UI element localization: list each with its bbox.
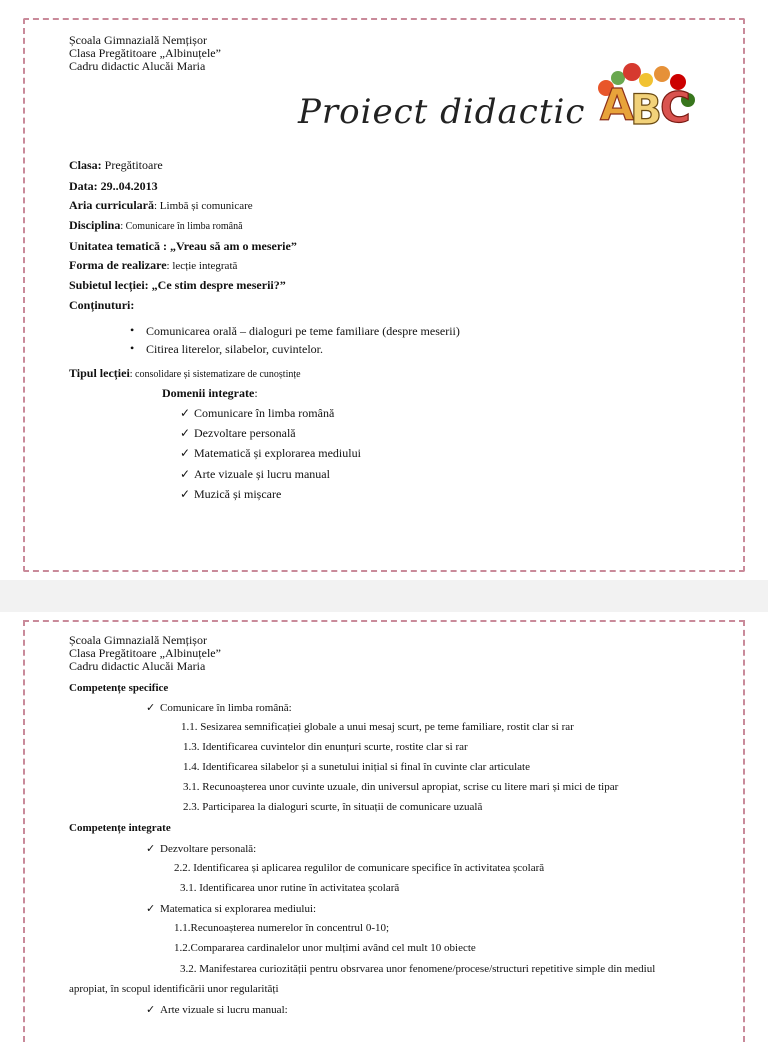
domeniu-item: ✓ Arte vizuale și lucru manual (180, 467, 330, 481)
list-item: 1.1. Sesizarea semnificației globale a unui mesaj scurt, pe teme familiare, rostit clar si rar (181, 721, 574, 733)
check-icon: ✓ (180, 467, 191, 481)
domeniu-item: ✓ Dezvoltare personală (180, 426, 296, 440)
school-name: Școala Gimnazială Nemțișor (69, 33, 207, 47)
field-clasa: Clasa: Pregătitoare (69, 158, 163, 172)
domenii-integrate-heading: Domenii integrate: (162, 386, 258, 400)
svg-text:A: A (600, 80, 635, 130)
list-item: 2.3. Participarea la dialoguri scurte, în situații de comunicare uzuală (183, 801, 483, 813)
domeniu-item: ✓ Muzică și mișcare (180, 487, 282, 501)
list-item: 2.2. Identificarea și aplicarea regulilor de comunicare specifice în activitatea școlară (174, 862, 545, 874)
arte-group: ✓ Arte vizuale si lucru manual: (146, 1004, 288, 1016)
field-forma-realizare: Forma de realizare: lecție integrată (69, 258, 238, 272)
competente-specifice-heading: Competențe specifice (69, 682, 169, 694)
list-item: 1.2.Compararea cardinalelor unor mulțimi având cel mult 10 obiecte (174, 942, 476, 954)
teacher-name: Cadru didactic Alucăi Maria (69, 59, 206, 73)
domeniu-item: ✓ Matematică și explorarea mediului (180, 446, 361, 460)
abc-letters-icon (592, 58, 700, 130)
list-item: 1.1.Recunoașterea numerelor în concentrul 0-10; (174, 922, 390, 934)
list-item: 3.2. Manifestarea curiozității pentru obsrvarea unor fenomene/procese/structuri repetitive simple din mediul (180, 963, 656, 975)
continuturi-list (130, 324, 460, 360)
document-page-2 (0, 612, 768, 1024)
dp-group: ✓ Dezvoltare personală: (146, 843, 257, 855)
check-icon: ✓ (146, 843, 156, 855)
field-continuturi: Conținuturi: (69, 298, 135, 312)
list-item: 1.4. Identificarea silabelor și a sunetului inițial si final în cuvinte clar articulate (183, 761, 530, 773)
field-aria-curriculara: Aria curriculară: Limbă și comunicare (69, 198, 253, 212)
mat-group: ✓ Matematica si explorarea mediului: (146, 903, 317, 915)
school-name: Școala Gimnazială Nemțișor (69, 633, 207, 647)
check-icon: ✓ (180, 446, 191, 460)
class-name: Clasa Pregătitoare „Albinuțele” (69, 46, 221, 60)
domeniu-item: ✓ Comunicare în limba română (180, 406, 335, 420)
tipul-lectiei: Tipul lecției: consolidare și sistematizare de cunoștințe (69, 366, 301, 380)
list-item: 3.1. Recunoașterea unor cuvinte uzuale, din universul apropiat, scrise cu litere mari și mici de tipar (183, 781, 619, 793)
check-icon: ✓ (146, 903, 156, 915)
list-item-continuation: apropiat, în scopul identificării unor regularități (69, 983, 279, 995)
field-subiectul-lectiei: Subietul lecției: „Ce stim despre meserii?” (69, 278, 286, 292)
check-icon: ✓ (180, 487, 191, 501)
check-icon: ✓ (180, 406, 191, 420)
svg-text:C: C (660, 83, 691, 130)
competente-integrate-heading: Competențe integrate (69, 822, 171, 834)
class-name: Clasa Pregătitoare „Albinuțele” (69, 646, 221, 660)
check-icon: ✓ (146, 1004, 156, 1016)
list-item: 1.3. Identificarea cuvintelor din enunțuri scurte, rostite clar si rar (183, 741, 468, 753)
teacher-name: Cadru didactic Alucăi Maria (69, 659, 206, 673)
field-disciplina: Disciplina: Comunicare în limba română (69, 218, 243, 232)
list-item: • Citirea literelor, silabelor, cuvintelor. (130, 342, 460, 360)
check-icon: ✓ (146, 702, 156, 714)
svg-text:B: B (630, 85, 663, 130)
list-item: • Comunicarea orală – dialoguri pe teme familiare (despre meserii) (130, 324, 460, 342)
list-item: 3.1. Identificarea unor rutine în activitatea școlară (180, 882, 400, 894)
field-unitatea-tematica: Unitatea tematică : „Vreau să am o meserie” (69, 239, 297, 253)
check-icon: ✓ (180, 426, 191, 440)
field-data: Data: 29..04.2013 (69, 179, 158, 193)
cs-group: ✓ Comunicare în limba română: (146, 702, 292, 714)
page-gap (0, 580, 768, 612)
document-title: Proiect didactic (298, 92, 586, 132)
